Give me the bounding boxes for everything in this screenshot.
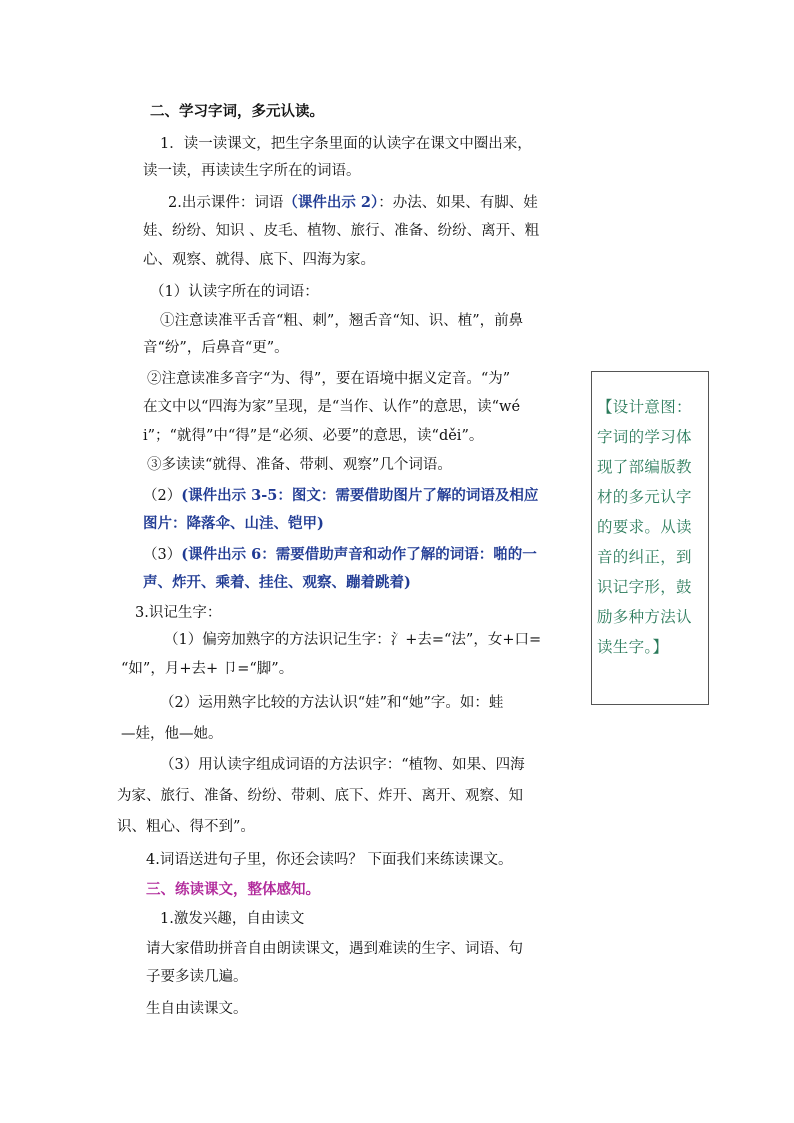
point-1: （1）认读字所在的词语： [150, 284, 319, 300]
design-intent-line: 音的纠正，到 [597, 548, 692, 566]
method-2-line-1: （2）运用熟字比较的方法认识“娃”和“她”字。如：蛙 [160, 695, 504, 711]
practice-1: 1.激发兴趣，自由读文 [160, 911, 305, 927]
circle-2-line-1: ②注意读准多音字“为、得”，要在语境中据义定音。“为” [147, 371, 511, 387]
practice-2-line-2: 子要多读几遍。 [146, 969, 248, 985]
courseware-tag-3-5: (课件出示 3-5：图文：需要借助图片了解的词语及相应 [181, 487, 539, 504]
design-intent-box [591, 371, 709, 705]
section-heading-2: 二、学习字词，多元认读。 [150, 103, 324, 120]
step-3: 3.识记生字： [135, 605, 222, 621]
step-1-line-2: 读一读，再读读生字所在的词语。 [143, 163, 361, 179]
design-intent-line: 励多种方法认 [597, 608, 692, 626]
courseware-tag-6: (课件出示 6：需要借助声音和动作了解的词语：啪的一 [181, 546, 537, 563]
step-2-line-1 [168, 194, 538, 212]
design-intent-line: 现了部编版教 [597, 458, 692, 476]
design-intent-line: 识记字形，鼓 [597, 578, 692, 596]
design-intent-line: 【设计意图： [597, 398, 692, 416]
method-2-line-2: —娃，他—她。 [121, 726, 223, 742]
circle-2-line-3: i”；“就得”中“得”是“必须、必要”的意思，读“děi”。 [143, 428, 484, 444]
point-2-prefix: （2） [143, 488, 182, 504]
practice-2-line-1: 请大家借助拼音自由朗读课文，遇到难读的生字、词语、句 [146, 941, 523, 957]
step-2-words: ：办法、如果、有脚、娃 [378, 195, 538, 211]
practice-3: 生自由读课文。 [146, 1001, 248, 1017]
method-3-line-2: 为家、旅行、准备、纷纷、带刺、底下、炸开、离开、观察、知 [117, 788, 523, 804]
step-1-line-1: 1．读一读课文，把生字条里面的认读字在课文中圈出来， [160, 136, 532, 152]
method-1-line-2: “如”，月+去+ 卩=“脚”。 [121, 661, 294, 677]
point-3-line-2: 声、炸开、乘着、挂住、观察、蹦着跳着) [143, 574, 411, 591]
design-intent-line: 读生字。】 [597, 638, 669, 656]
method-3-line-1: （3）用认读字组成词语的方法识字：“植物、如果、四海 [160, 757, 525, 773]
design-intent-line: 的要求。从读 [597, 518, 692, 536]
circle-2-line-2: 在文中以“四海为家”呈现，是“当作、认作”的意思，读“wé [143, 399, 521, 415]
section-heading-3: 三、练读课文，整体感知。 [146, 881, 320, 898]
step-4: 4.词语送进句子里，你还会读吗？ 下面我们来练读课文。 [146, 852, 513, 868]
point-3-prefix: （3） [143, 547, 182, 563]
point-2-line-1 [143, 487, 538, 505]
point-3-line-1 [143, 546, 537, 564]
courseware-tag-2: （课件出示 2） [283, 194, 379, 211]
step-2-line-2: 娃、纷纷、知识 、皮毛、植物、旅行、准备、纷纷、离开、粗 [143, 223, 540, 239]
step-2-prefix: 2.出示课件：词语 [168, 195, 284, 211]
circle-3: ③多读读“就得、准备、带刺、观察”几个词语。 [147, 457, 452, 473]
circle-1-line-1: ①注意读准平舌音“粗、刺”，翘舌音“知、识、植”，前鼻 [160, 313, 524, 329]
circle-1-line-2: 音“纷”，后鼻音“更”。 [143, 340, 289, 356]
point-2-line-2: 图片：降落伞、山洼、铠甲) [143, 515, 324, 532]
method-1-line-1: （1）偏旁加熟字的方法识记生字：氵+去=“法”，女+口= [164, 632, 542, 648]
design-intent-line: 材的多元认字 [597, 488, 692, 506]
design-intent-line: 字词的学习体 [597, 428, 692, 446]
step-2-line-3: 心、观察、就得、底下、四海为家。 [143, 252, 375, 268]
method-3-line-3: 识、粗心、得不到”。 [117, 819, 255, 835]
